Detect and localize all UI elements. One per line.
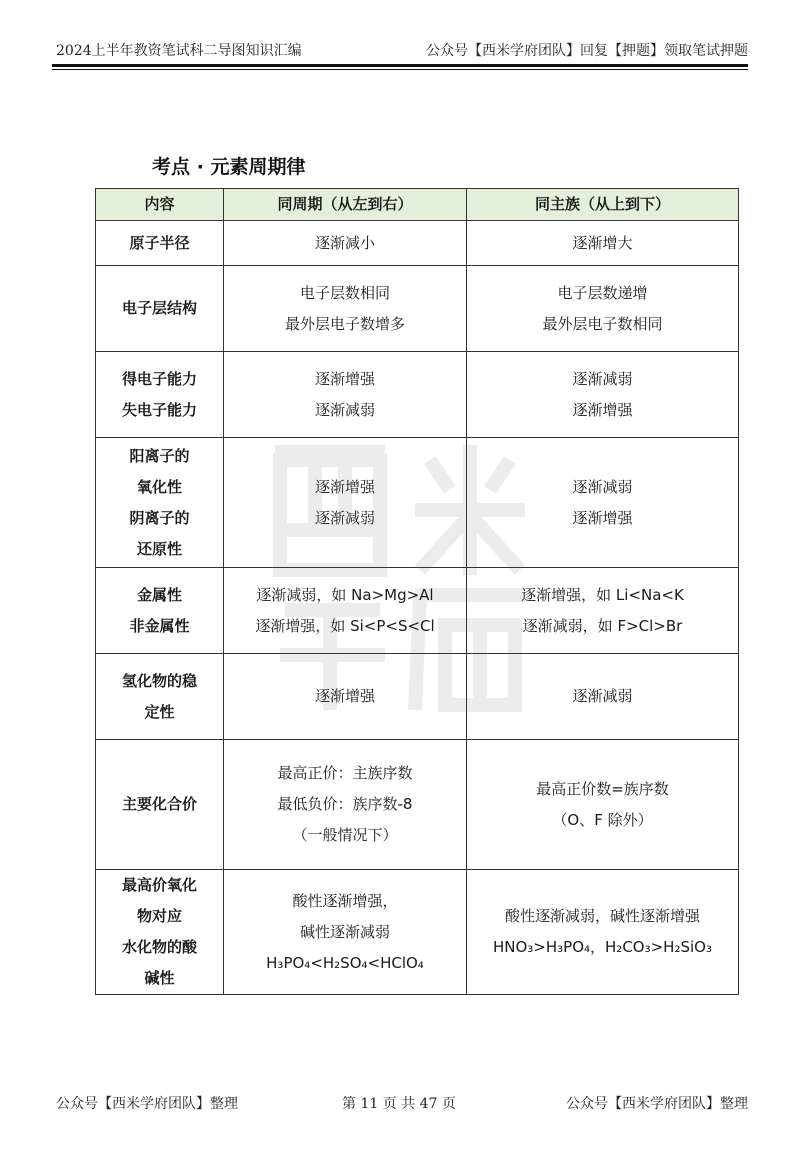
row-label — [96, 654, 224, 740]
cell-same-group — [467, 352, 739, 438]
cell-text-line: 阳离子的 — [129, 446, 190, 465]
table-body — [96, 221, 739, 995]
cell-text-line: 逐渐增强 — [572, 508, 633, 527]
cell-text-line: 最外层电子数相同 — [542, 314, 663, 333]
table-row — [96, 221, 739, 266]
header-rule-thin — [52, 69, 748, 70]
cell-text-line: 氢化物的稳 — [121, 671, 197, 690]
cell-same-group — [467, 221, 739, 266]
cell-same-period — [224, 870, 467, 995]
header-same-period: 同周期（从左到右） — [224, 189, 467, 221]
cell-text-line: 氧化性 — [136, 477, 182, 496]
table-row — [96, 568, 739, 654]
cell-text-line: 还原性 — [136, 539, 182, 558]
row-label — [96, 352, 224, 438]
cell-same-group — [467, 870, 739, 995]
table-row — [96, 352, 739, 438]
row-label — [96, 438, 224, 568]
cell-same-group — [467, 438, 739, 568]
header-same-group: 同主族（从上到下） — [467, 189, 739, 221]
cell-text-line: 金属性 — [136, 585, 182, 604]
row-label — [96, 740, 224, 870]
cell-text-line: 最高价氧化 — [121, 876, 197, 894]
cell-same-group — [467, 654, 739, 740]
page-footer — [56, 1093, 748, 1117]
table-header-row — [96, 189, 739, 221]
page-header — [56, 38, 748, 62]
cell-text-line: 逐渐减弱，如 F>Cl>Br — [522, 616, 683, 635]
table-row — [96, 266, 739, 352]
cell-text-line: 碱性逐渐减弱 — [299, 922, 390, 941]
cell-text-line: 主要化合价 — [121, 795, 197, 813]
cell-same-group — [467, 266, 739, 352]
table-row — [96, 870, 739, 995]
cell-text-line: 最高正价数=族序数 — [536, 779, 669, 798]
row-label — [96, 870, 224, 995]
table-row — [96, 740, 739, 870]
cell-text-line: 得电子能力 — [121, 369, 197, 388]
page-number: 第 11 页 共 47 页 — [342, 1096, 456, 1112]
row-label — [96, 568, 224, 654]
cell-text-line: 逐渐增强，如 Li<Na<K — [521, 585, 684, 604]
cell-text-line: HNO₃>H₃PO₄，H₂CO₃>H₂SiO₃ — [492, 938, 712, 956]
periodic-law-table — [95, 188, 739, 995]
cell-text-line: 逐渐减弱 — [572, 687, 633, 705]
cell-text-line: 逐渐减弱 — [314, 400, 375, 419]
cell-text-line: H₃PO₄<H₂SO₄<HClO₄ — [266, 953, 424, 972]
cell-text-line: 失电子能力 — [121, 400, 197, 419]
cell-same-period — [224, 654, 467, 740]
cell-same-period — [224, 740, 467, 870]
cell-text-line: 逐渐减弱 — [572, 477, 633, 496]
cell-text-line: 逐渐减弱 — [314, 508, 375, 527]
footer-left-text: 公众号【西米学府团队】整理 — [56, 1096, 238, 1112]
cell-text-line: 最外层电子数增多 — [284, 314, 405, 333]
cell-text-line: 逐渐增强 — [314, 369, 375, 388]
cell-text-line: 逐渐增强 — [314, 477, 375, 496]
cell-same-period — [224, 438, 467, 568]
section-title: 考点 · 元素周期律 — [152, 156, 306, 178]
header-right-text: 公众号【西米学府团队】回复【押题】领取笔试押题 — [426, 43, 748, 59]
header-content: 内容 — [96, 189, 224, 221]
cell-text-line: 逐渐增强，如 Si<P<S<Cl — [255, 616, 435, 635]
cell-text-line: 水化物的酸 — [121, 938, 197, 956]
cell-text-line: 阴离子的 — [129, 508, 190, 527]
cell-text-line: 电子层数递增 — [557, 283, 648, 302]
row-label — [96, 266, 224, 352]
cell-text-line: 逐渐减小 — [314, 233, 375, 252]
cell-same-period — [224, 568, 467, 654]
cell-text-line: 最高正价：主族序数 — [277, 764, 413, 782]
cell-same-period — [224, 266, 467, 352]
header-rule-thick — [52, 64, 748, 67]
cell-text-line: 非金属性 — [129, 616, 190, 635]
cell-same-period — [224, 352, 467, 438]
cell-text-line: （O、F 除外） — [552, 810, 653, 829]
cell-text-line: 电子层结构 — [121, 299, 197, 317]
row-label — [96, 221, 224, 266]
cell-text-line: 逐渐增强 — [572, 400, 633, 419]
cell-text-line: 碱性 — [144, 969, 175, 987]
cell-text-line: 逐渐减弱，如 Na>Mg>Al — [256, 585, 434, 604]
cell-text-line: 电子层数相同 — [299, 283, 390, 302]
cell-text-line: （一般情况下） — [292, 826, 398, 844]
cell-same-group — [467, 568, 739, 654]
cell-text-line: 最低负价：族序数-8 — [277, 795, 413, 813]
table-row — [96, 654, 739, 740]
cell-text-line: 酸性逐渐增强， — [292, 891, 398, 910]
cell-same-period — [224, 221, 467, 266]
cell-text-line: 定性 — [144, 702, 175, 721]
cell-text-line: 逐渐增大 — [572, 233, 633, 252]
cell-text-line: 物对应 — [136, 907, 182, 925]
cell-same-group — [467, 740, 739, 870]
header-left-text: 2024上半年教资笔试科二导图知识汇编 — [56, 43, 302, 59]
footer-right-text: 公众号【西米学府团队】整理 — [566, 1096, 748, 1112]
table-row — [96, 438, 739, 568]
cell-text-line: 酸性逐渐减弱，碱性逐渐增强 — [504, 907, 700, 925]
cell-text-line: 原子半径 — [129, 233, 190, 252]
cell-text-line: 逐渐增强 — [314, 687, 375, 705]
cell-text-line: 逐渐减弱 — [572, 369, 633, 388]
